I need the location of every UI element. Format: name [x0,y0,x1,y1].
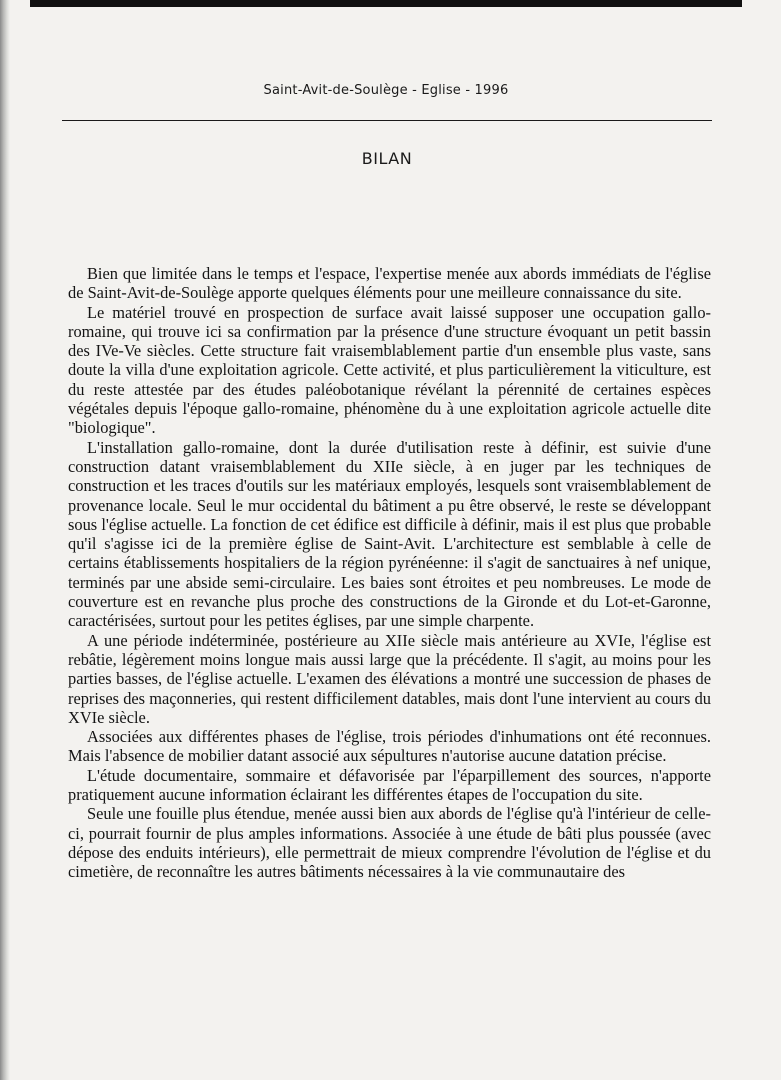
paragraph: Le matériel trouvé en prospection de surface avait laissé supposer une occupation gallo-romaine, qui trouve ici sa confirmation par la présence d'une structure évoquant un petit bassin des IVe-Ve siècles. Cette structure fait vraisemblablement partie d'un ensemble plus vaste, sans doute la villa d'une exploitation agricole. Cette activité, et plus particulièrement la viticulture, est du reste attestée par des études paléobotanique révélant la pérennité de certaines espèces végétales depuis l'époque gallo-romaine, phénomène du à une exploitation agricole actuelle dite "biologique". [68,302,711,438]
paragraph: Associées aux différentes phases de l'église, trois périodes d'inhumations ont été reconnues. Mais l'absence de mobilier datant associé aux sépultures n'autorise aucune datation précise. [68,727,711,766]
scan-left-shadow [0,0,10,1080]
paragraph: Seule une fouille plus étendue, menée aussi bien aux abords de l'église qu'à l'intérieur de celle-ci, pourrait fournir de plus amples informations. Associée à une étude de bâti plus poussée (avec dépose des enduits intérieurs), elle permettrait de mieux comprendre l'évolution de l'église et du cimetière, de reconnaître les autres bâtiments nécessaires à la vie communautaire des [68,804,711,882]
paragraph: A une période indéterminée, postérieure au XIIe siècle mais antérieure au XVIe, l'église est rebâtie, légèrement moins longue mais aussi large que la précédente. Il s'agit, au moins pour les parties basses, de l'église actuelle. L'examen des élévations a montré une succession de phases de reprises des maçonneries, qui restent difficilement datables, mais dont l'une intervient au cours du XVIe siècle. [68,630,711,727]
header-rule [62,120,712,121]
running-header: Saint-Avit-de-Soulège - Eglise - 1996 [263,83,509,98]
paragraph: L'étude documentaire, sommaire et défavorisée par l'éparpillement des sources, n'apporte pratiquement aucune information éclairant les différentes étapes de l'occupation du site. [68,765,711,805]
section-title: BILAN [361,149,413,168]
paragraph: L'installation gallo-romaine, dont la durée d'utilisation reste à définir, est suivie d'une construction datant vraisemblablement du XIIe siècle, à en juger par les techniques de construction et les traces d'outils sur les matériaux employés, lesquels sont vraisemblablement de provenance locale. Seul le mur occidental du bâtiment a pu être observé, le reste se développant sous l'église actuelle. La fonction de cet édifice est difficile à définir, mais il est plus que probable qu'il s'agisse ici de la première église de Saint-Avit. L'architecture est semblable à celle de certains établissements hospitaliers de la région pyrénéenne: il s'agit de sanctuaires à nef unique, terminés par une abside semi-circulaire. Les baies sont étroites et peu nombreuses. Le mode de couverture est en revanche plus proche des constructions de la Gironde et du Lot-et-Garonne, caractérisées, surtout pour les petites églises, par une simple charpente. [68,437,711,631]
body-text [68,264,711,882]
paragraph: Bien que limitée dans le temps et l'espace, l'expertise menée aux abords immédiats de l'église de Saint-Avit-de-Soulège apporte quelques éléments pour une meilleure connaissance du site. [68,264,711,303]
scan-top-border [30,0,742,7]
